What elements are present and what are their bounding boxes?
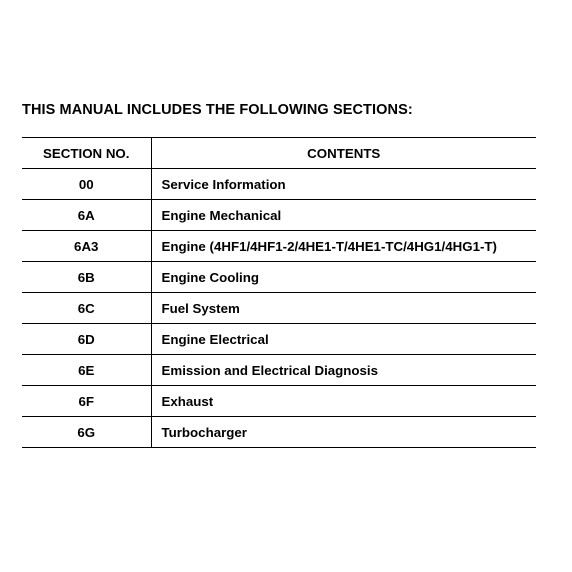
table-row [22,355,536,386]
section-number: 6D [22,324,151,355]
section-contents: Engine (4HF1/4HF1-2/4HE1-T/4HE1-TC/4HG1/4HG1-T) [151,231,536,262]
header-row [22,138,536,169]
section-number: 6B [22,262,151,293]
table-row [22,293,536,324]
section-contents: Engine Electrical [151,324,536,355]
section-contents: Service Information [151,169,536,200]
section-contents: Turbocharger [151,417,536,448]
sections-table [22,137,536,448]
table-row [22,417,536,448]
section-number: 6A [22,200,151,231]
section-number: 00 [22,169,151,200]
table-row [22,324,536,355]
table-body [22,169,536,448]
table-header [22,138,536,169]
section-number: 6G [22,417,151,448]
section-number: 6C [22,293,151,324]
table-row [22,200,536,231]
section-number: 6E [22,355,151,386]
section-contents: Engine Cooling [151,262,536,293]
section-contents: Engine Mechanical [151,200,536,231]
section-contents: Fuel System [151,293,536,324]
section-contents: Emission and Electrical Diagnosis [151,355,536,386]
table-row [22,231,536,262]
section-number: 6F [22,386,151,417]
table-row [22,169,536,200]
section-contents: Exhaust [151,386,536,417]
page-heading: THIS MANUAL INCLUDES THE FOLLOWING SECTIONS: [22,102,413,118]
section-number: 6A3 [22,231,151,262]
table-row [22,262,536,293]
table-row [22,386,536,417]
contents-header: CONTENTS [151,138,536,169]
section-no-header: SECTION NO. [22,138,151,169]
